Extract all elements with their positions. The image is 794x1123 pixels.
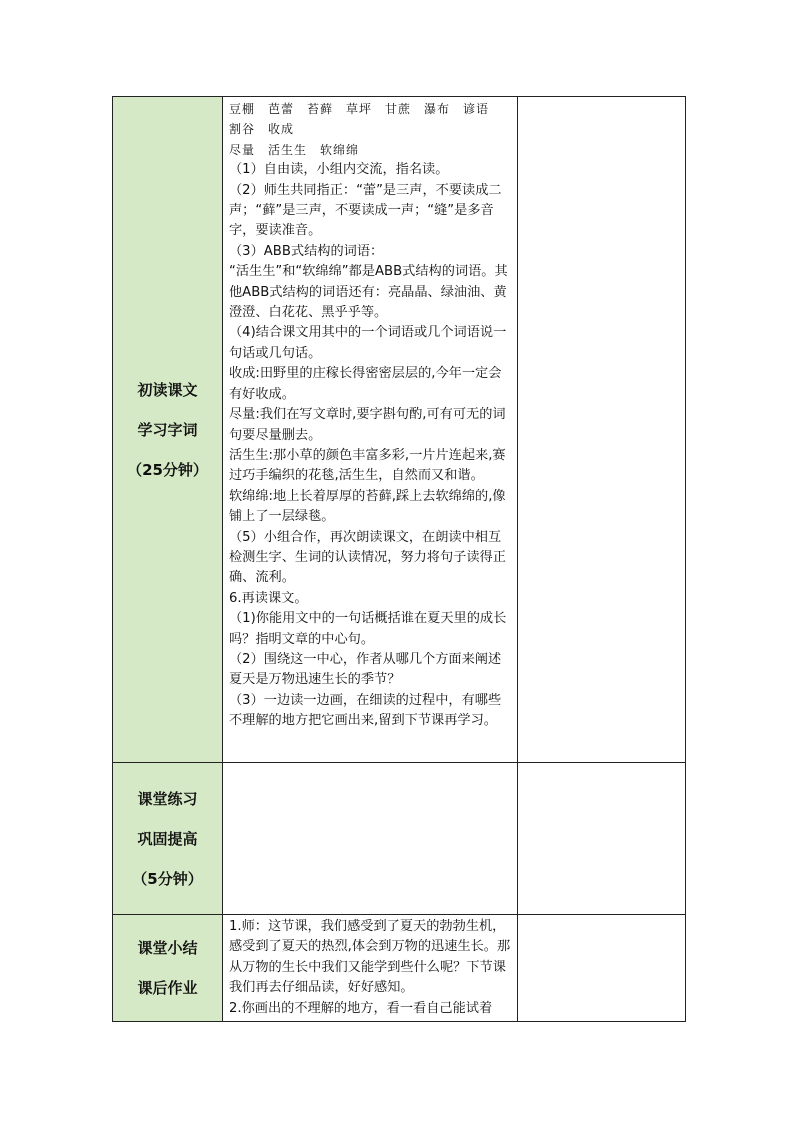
content-paragraph: （1）自由读，小组内交流，指名读。	[229, 162, 449, 178]
row-label-cell	[113, 763, 223, 915]
content-paragraph: 2.你画出的不理解的地方，看一看自己能试着	[229, 1000, 493, 1016]
row-label-line: （5分钟）	[132, 869, 203, 888]
content-paragraph: （4)结合课文用其中的一个词语或几个词语说一句话或几句话。	[229, 325, 507, 361]
row-label-line: 初读课文	[137, 380, 198, 399]
row-label-line: （25分钟）	[127, 460, 208, 479]
notes-cell	[518, 915, 686, 1022]
row-content-cell	[223, 915, 518, 1022]
row-content-cell	[223, 763, 518, 915]
table-row	[113, 763, 686, 915]
vocab-line: 割谷 收成	[229, 122, 295, 137]
content-paragraph: 尽量:我们在写文章时,要字斟句酌,可有可无的词句要尽量删去。	[229, 407, 506, 443]
content-paragraph: （1)你能用文中的一句话概括谁在夏天里的成长吗？指明文章的中心句。	[229, 611, 507, 647]
lesson-plan-table	[112, 96, 686, 1022]
content-paragraph: “活生生”和“软绵绵”都是ABB式结构的词语。其他ABB式结构的词语还有：亮晶晶、绿油油、黄澄澄、白花花、黑乎乎等。	[229, 264, 508, 321]
row-label-cell	[113, 97, 223, 763]
row-label-line: 巩固提高	[137, 829, 198, 848]
vocab-line: 尽量 活生生 软绵绵	[229, 142, 360, 157]
row-label-cell	[113, 915, 223, 1022]
row-label-line: 学习字词	[137, 420, 198, 439]
table-row	[113, 915, 686, 1022]
content-paragraph: 收成:田野里的庄稼长得密密层层的,今年一定会有好收成。	[229, 366, 502, 402]
vocab-line: 豆棚 芭蕾 苔藓 草坪 甘蔗 瀑布 谚语	[229, 102, 490, 116]
row-label-line: 课后作业	[137, 979, 198, 997]
row-content-cell	[223, 97, 518, 763]
content-paragraph: （3）一边读一边画，在细读的过程中，有哪些不理解的地方把它画出来,留到下节课再学习。	[229, 692, 502, 729]
table-row	[113, 97, 686, 763]
content-paragraph: （2）师生共同指正：“蕾”是三声，不要读成二声；“藓”是三声，不要读成一声；“缝”是多音字，要读准音。	[229, 182, 502, 239]
content-paragraph: 活生生:那小草的颜色丰富多彩,一片片连起来,赛过巧手编织的花毯,活生生，自然而又和谐。	[229, 447, 506, 484]
content-paragraph: 6.再读课文。	[229, 590, 308, 606]
notes-cell	[518, 763, 686, 915]
notes-cell	[518, 97, 686, 763]
content-paragraph: 1.师：这节课，我们感受到了夏天的勃勃生机，感受到了夏天的热烈,体会到万物的迅速生长。那从万物的生长中我们又能学到些什么呢？下节课我们再去仔细品读，好好感知。	[229, 919, 511, 996]
row-label-line: 课堂练习	[137, 789, 198, 808]
content-paragraph: （2）围绕这一中心，作者从哪几个方面来阐述夏天是万物迅速生长的季节？	[229, 651, 502, 688]
content-clip	[229, 917, 513, 1017]
content-paragraph: 软绵绵:地上长着厚厚的苔藓,踩上去软绵绵的,像铺上了一层绿毯。	[229, 488, 506, 525]
content-paragraph: （3）ABB式结构的词语：	[229, 243, 384, 259]
content-paragraph: （5）小组合作，再次朗读课文，在朗读中相互检测生字、生词的认读情况，努力将句子读得正确、流利。	[229, 529, 506, 586]
row-label-line: 课堂小结	[137, 939, 198, 957]
